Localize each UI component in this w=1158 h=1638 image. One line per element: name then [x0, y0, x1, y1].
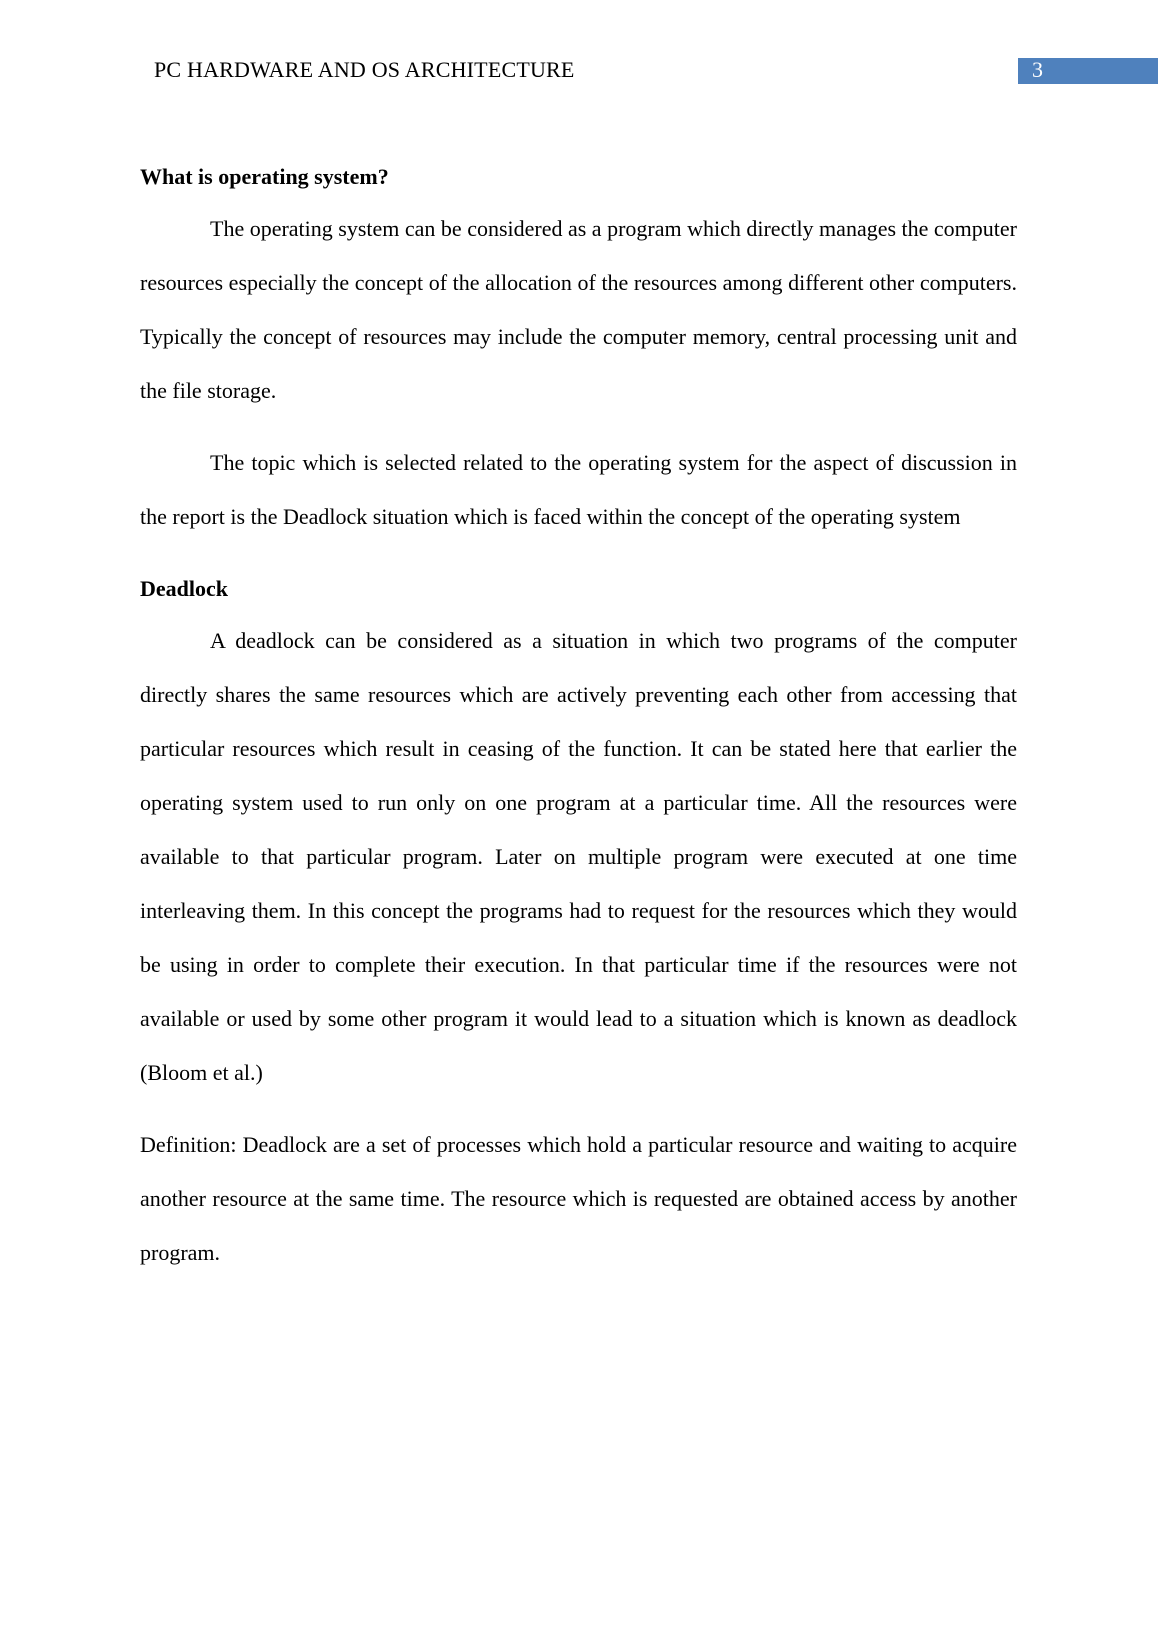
running-header-title: PC HARDWARE AND OS ARCHITECTURE — [154, 57, 575, 82]
section-heading-deadlock: Deadlock — [140, 576, 228, 601]
paragraph-os-definition: The operating system can be considered as a program which directly manages the computer resources especially the concept of the allocation of the resources among different other computers. Typically the concept of resources may include the computer memory, central processing unit and the file storage. — [140, 216, 1017, 403]
page-number: 3 — [1032, 57, 1043, 82]
paragraph-topic-selection: The topic which is selected related to the operating system for the aspect of discussion in the report is the Deadlock situation which is faced within the concept of the operating system — [140, 450, 1017, 529]
page-number-tab — [1018, 58, 1158, 84]
section-heading-operating-system: What is operating system? — [140, 164, 389, 189]
paragraph-deadlock-explanation: A deadlock can be considered as a situation in which two programs of the computer directly shares the same resources which are actively preventing each other from accessing that particular resources which result in ceasing of the function. It can be stated here that earlier the operating system used to run only on one program at a particular time. All the resources were available to that particular program. Later on multiple program were executed at one time interleaving them. In this concept the programs had to request for the resources which they would be using in order to complete their execution. In that particular time if the resources were not available or used by some other program it would lead to a situation which is known as deadlock (Bloom et al.) — [140, 628, 1017, 1085]
paragraph-deadlock-definition: Definition: Deadlock are a set of processes which hold a particular resource and waiting to acquire another resource at the same time. The resource which is requested are obtained access by another program. — [140, 1132, 1017, 1265]
document-body — [140, 160, 1017, 1280]
